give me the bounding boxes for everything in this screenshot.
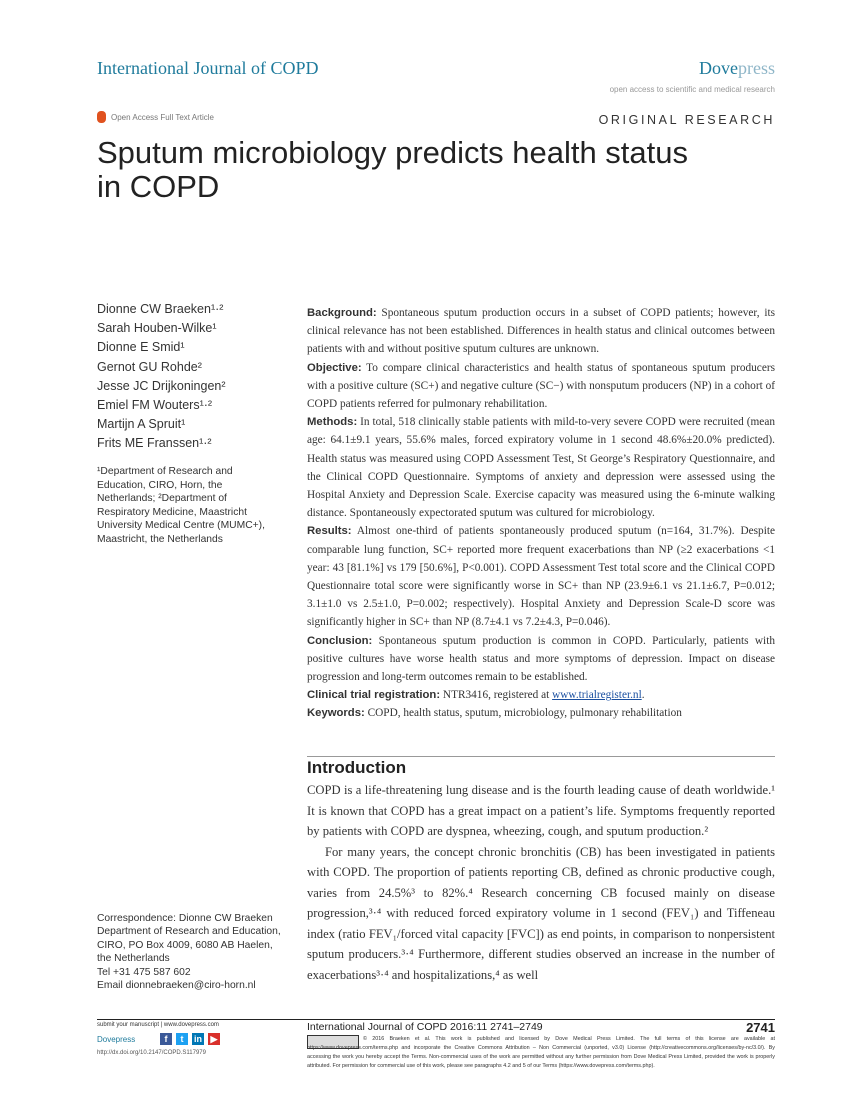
trial-register-link[interactable]: www.trialregister.nl (552, 689, 642, 702)
youtube-icon[interactable]: ▶ (208, 1033, 220, 1045)
open-access-label: Open Access Full Text Article (111, 112, 215, 122)
affiliations: ¹Department of Research and Education, CIRO, Horn, the Netherlands; ²Department of Respiratory Medicine, Maastricht University Medical Centre (MUMC+), Maastricht, the Netherlands (97, 466, 265, 545)
section-label: Conclusion: (307, 634, 373, 647)
abstract-results (307, 522, 775, 631)
title-line-2: in COPD (97, 169, 220, 204)
section-label: Clinical trial registration: (307, 689, 441, 702)
correspondence-email[interactable]: Email dionnebraeken@ciro-horn.nl (97, 980, 256, 992)
publisher-logo-a: Dove (699, 58, 738, 78)
author: Gernot GU Rohde² (97, 359, 202, 374)
publisher-logo-b: press (738, 58, 775, 78)
section-divider (307, 756, 775, 757)
open-access-lock-icon (97, 111, 106, 123)
page-number: 2741 (746, 1020, 775, 1035)
article-type: ORIGINAL RESEARCH (598, 113, 775, 127)
abstract-methods (307, 413, 775, 522)
section-text: In total, 518 clinically stable patients with mild-to-very severe COPD were recruited (mean age: 64.1±9.1 years, 55.6% males, forced expiratory volume in 1 second 48.6%±20.0% predicted). Health status was measured using COPD Assessment Test, St George’s Respiratory Questionnaire, and the Clinical COPD Questionnaire. Symptoms of anxiety and depression were assessed using the Hospital Anxiety and Depression Scale. Exercise capacity was measured using the 6-minute walking distance. Spontaneously expectorated sputum was cultured for microbiology. (307, 416, 775, 520)
abstract-background (307, 304, 775, 359)
paragraph: For many years, the concept chronic bronchitis (CB) has been investigated in patients with COPD. The proportion of patients reporting CB, defined as chronic productive cough, varies from 24.5%³ to 82%.⁴ Research concerning CB focused mainly on disease progression,³·⁴ with reduced forced expiratory volume in 1 second (FEV₁) and Tiffeneau index (ratio FEV₁/forced vital capacity [FVC]) as end points, in comparison to nonpersistent sputum producers.³·⁴ Furthermore, different studies observed an increase in the number of exacerbations³·⁴ and hospitalizations,⁴ as well (307, 844, 775, 982)
section-text: COPD, health status, sputum, microbiology, pulmonary rehabilitation (364, 707, 682, 720)
abstract-keywords (307, 704, 775, 722)
linkedin-icon[interactable]: in (194, 1034, 202, 1044)
article-title (97, 136, 737, 204)
journal-citation: International Journal of COPD 2016:11 2741–2749 (307, 1021, 543, 1033)
correspondence-line: Correspondence: Dionne CW Braeken (97, 913, 273, 924)
author: Martijn A Spruit¹ (97, 417, 186, 432)
author: Sarah Houben-Wilke¹ (97, 321, 217, 336)
correspondence-line: Tel +31 475 587 602 (97, 966, 191, 978)
section-label: Methods: (307, 416, 358, 429)
correspondence-line: Department of Research and Education, (97, 926, 281, 938)
author: Dionne CW Braeken¹·² (97, 302, 224, 316)
submit-manuscript-link[interactable]: submit your manuscript | www.dovepress.com (97, 1022, 219, 1028)
abstract-conclusion (307, 632, 775, 687)
section-text: Spontaneous sputum production occurs in a subset of COPD patients; however, its clinical relevance has not been established. Differences in health status and clinical outcomes between patients with and without positive sputum cultures are unknown. (307, 307, 775, 356)
section-label: Objective: (307, 361, 362, 374)
section-text: Spontaneous sputum production is common in COPD. Particularly, patients with positive cultures have worse health status and more symptoms of depression. Impact on disease progression and long-term outcomes remain to be established. (307, 634, 775, 684)
open-access-badge (97, 111, 214, 123)
author-list (97, 300, 226, 454)
publisher-logo[interactable] (699, 58, 775, 79)
correspondence-line: the Netherlands (97, 953, 170, 965)
section-text: To compare clinical characteristics and health status of spontaneous sputum producers with a positive culture (SC+) and negative culture (SC−) with nonsputum producers (NP) in a cohort of COPD patients referred for pulmonary rehabilitation. (307, 361, 775, 411)
section-text-end: . (641, 689, 645, 702)
correspondence-line: CIRO, PO Box 4009, 6080 AB Haelen, (97, 939, 273, 951)
author: Jesse JC Drijkoningen² (97, 378, 226, 393)
license-text: © 2016 Braeken et al. This work is published and licensed by Dove Medical Press Limited. The full terms of this license are available at https://www.dovepress.com/terms.php and incorporate the Creative Commons Attribution – Non Commercial (unported, v3.0) License (http://creativecommons.org/licenses/by-nc/3.0/). By accessing the work you hereby accept the Terms. Non-commercial uses of the work are permitted without any further permission from Dove Medical Press Limited, provided the work is properly attributed. For permission for commercial use of this work, please see paragraphs 4.2 and 5 of our Terms (https://www.dovepress.com/terms.php). (307, 1036, 775, 1069)
correspondence (97, 912, 297, 992)
author: Emiel FM Wouters¹·² (97, 398, 213, 413)
twitter-icon[interactable]: t (176, 1033, 188, 1045)
title-line-1: Sputum microbiology predicts health status (97, 135, 689, 170)
section-label: Keywords: (307, 707, 365, 720)
section-label: Results: (307, 525, 352, 538)
publisher-tagline: open access to scientific and medical research (609, 85, 775, 94)
abstract-trial (307, 686, 775, 704)
abstract (307, 304, 775, 723)
footer-dovepress-logo[interactable]: Dovepress (97, 1035, 136, 1044)
section-text: Almost one-third of patients spontaneously produced sputum (n=164, 31.7%). Despite comparable lung function, SC+ reported more frequent exacerbations than NP (≥2 exacerbations <1 year: 43 [81.1%] vs 179 [50.6%], P<0.001). COPD Assessment Test total score and the Clinical COPD Questionnaire total score were significantly worse in SC+ than NP (23.9±6.1 vs 21.1±6.7, P=0.012; 3.1±1.0 vs 2.5±1.0, P=0.002; respectively). Hospital Anxiety and Depression Scale-D score was significantly higher in SC+ than NP (8.7±4.1 vs 7.2±4.3, P=0.046). (307, 525, 775, 629)
introduction-body (307, 780, 775, 985)
section-text: NTR3416, registered at (440, 689, 553, 702)
introduction-heading: Introduction (307, 758, 407, 777)
footer-divider (97, 1019, 775, 1020)
paragraph: COPD is a life-threatening lung disease and is the fourth leading cause of death worldwide.¹ It is known that COPD has a great impact on a patient’s life. Symptoms frequently reported by patients with COPD are dyspnea, wheezing, cough, and sputum production.² (307, 783, 775, 838)
author: Dionne E Smid¹ (97, 340, 185, 355)
abstract-objective (307, 359, 775, 414)
journal-name[interactable]: International Journal of COPD (97, 58, 319, 78)
facebook-icon[interactable]: f (160, 1033, 172, 1045)
doi-link[interactable]: http://dx.doi.org/10.2147/COPD.S117979 (97, 1050, 206, 1056)
author: Frits ME Franssen¹·² (97, 436, 212, 451)
social-links (160, 1033, 220, 1045)
section-label: Background: (307, 307, 377, 319)
